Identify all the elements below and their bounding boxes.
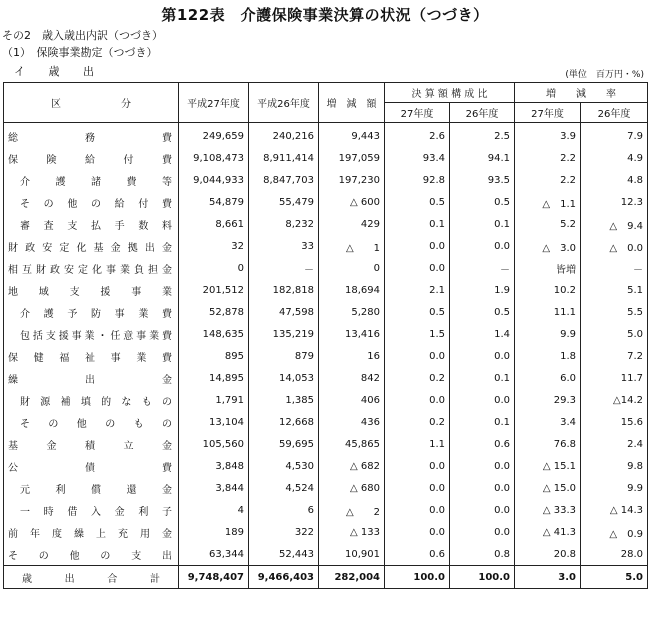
- table-row: [4, 433, 648, 455]
- cell-c27: 1.1: [385, 433, 450, 455]
- row-label: 一時借入金利子: [4, 499, 179, 521]
- cell-c27: 0.0: [385, 499, 450, 521]
- cell-change: △ 133: [319, 521, 385, 543]
- cell-change: △ 600: [319, 191, 385, 213]
- cell-h27: 54,879: [179, 191, 249, 213]
- expenditure-table: [3, 82, 648, 589]
- cell-change: △ 682: [319, 455, 385, 477]
- cell-h27: 8,661: [179, 213, 249, 235]
- cell-c27: 2.1: [385, 279, 450, 301]
- cell-c26: 0.0: [450, 389, 515, 411]
- row-label: 繰出金: [4, 367, 179, 389]
- row-label: その他の給付費: [4, 191, 179, 213]
- row-label: 元利償還金: [4, 477, 179, 499]
- row-label: 総務費: [4, 123, 179, 148]
- cell-r26: 5.1: [581, 279, 648, 301]
- cell-c27: 0.0: [385, 235, 450, 257]
- cell-h26: 8,847,703: [249, 169, 319, 191]
- cell-c27: 92.8: [385, 169, 450, 191]
- total-row: [4, 566, 648, 589]
- cell-change: 429: [319, 213, 385, 235]
- cell-c27: 0.0: [385, 521, 450, 543]
- cell-c26: 2.5: [450, 123, 515, 148]
- cell-r27: △ 15.0: [515, 477, 581, 499]
- cell-c26: 0.0: [450, 235, 515, 257]
- cell-change: 18,694: [319, 279, 385, 301]
- table-row: [4, 169, 648, 191]
- row-label: 審査支払手数料: [4, 213, 179, 235]
- table-row: [4, 477, 648, 499]
- cell-c26: －: [450, 257, 515, 279]
- table-row: [4, 455, 648, 477]
- cell-r26: △ 0.9: [581, 521, 648, 543]
- cell-h26: －: [249, 257, 319, 279]
- cell-c26: 0.5: [450, 301, 515, 323]
- section-label: イ 歳 出: [14, 65, 104, 78]
- cell-r27: 10.2: [515, 279, 581, 301]
- row-label: 保健福祉事業費: [4, 345, 179, 367]
- cell-h27: 3,848: [179, 455, 249, 477]
- cell-change: △ 1: [319, 235, 385, 257]
- cell-r26: 4.9: [581, 147, 648, 169]
- cell-change: 0: [319, 257, 385, 279]
- cell-h26: 4,530: [249, 455, 319, 477]
- header-h26: 平成26年度: [249, 83, 319, 123]
- cell-r26: 9.8: [581, 455, 648, 477]
- row-label: 公債費: [4, 455, 179, 477]
- cell-c26: 1.4: [450, 323, 515, 345]
- table-row: [4, 499, 648, 521]
- cell-r26: △14.2: [581, 389, 648, 411]
- cell-c26: 94.1: [450, 147, 515, 169]
- cell-r26: 5.5: [581, 301, 648, 323]
- total-c26: 100.0: [450, 566, 515, 589]
- table-row: [4, 123, 648, 148]
- row-label: 介護予防事業費: [4, 301, 179, 323]
- cell-c26: 0.8: [450, 543, 515, 566]
- cell-r26: 15.6: [581, 411, 648, 433]
- cell-c26: 0.1: [450, 213, 515, 235]
- table-row: [4, 389, 648, 411]
- table-row: [4, 301, 648, 323]
- cell-h27: 52,878: [179, 301, 249, 323]
- table-body: [4, 123, 648, 589]
- cell-c26: 0.1: [450, 367, 515, 389]
- cell-h27: 4: [179, 499, 249, 521]
- unit-note: (単位 百万円・%): [565, 70, 644, 80]
- row-label: その他のもの: [4, 411, 179, 433]
- cell-r27: 2.2: [515, 147, 581, 169]
- total-c27: 100.0: [385, 566, 450, 589]
- cell-c26: 0.0: [450, 345, 515, 367]
- cell-c26: 0.5: [450, 191, 515, 213]
- cell-h26: 240,216: [249, 123, 319, 148]
- cell-r27: 6.0: [515, 367, 581, 389]
- cell-r26: 5.0: [581, 323, 648, 345]
- cell-h27: 9,044,933: [179, 169, 249, 191]
- total-r27: 3.0: [515, 566, 581, 589]
- cell-c27: 0.0: [385, 257, 450, 279]
- row-label: 介護諸費等: [4, 169, 179, 191]
- cell-r26: 7.9: [581, 123, 648, 148]
- table-row: [4, 367, 648, 389]
- cell-change: 5,280: [319, 301, 385, 323]
- cell-change: 197,059: [319, 147, 385, 169]
- row-label: 基金積立金: [4, 433, 179, 455]
- cell-h27: 249,659: [179, 123, 249, 148]
- cell-change: △ 680: [319, 477, 385, 499]
- header-rate-27: 27年度: [515, 103, 581, 123]
- header-comp-27: 27年度: [385, 103, 450, 123]
- row-label: 保険給付費: [4, 147, 179, 169]
- cell-r27: 2.2: [515, 169, 581, 191]
- cell-c27: 0.0: [385, 389, 450, 411]
- total-label: 歳出合計: [4, 566, 179, 589]
- cell-h27: 13,104: [179, 411, 249, 433]
- cell-r27: △ 3.0: [515, 235, 581, 257]
- cell-change: 10,901: [319, 543, 385, 566]
- cell-change: 436: [319, 411, 385, 433]
- cell-c27: 93.4: [385, 147, 450, 169]
- cell-c27: 2.6: [385, 123, 450, 148]
- cell-change: 13,416: [319, 323, 385, 345]
- cell-c27: 0.6: [385, 543, 450, 566]
- cell-c27: 1.5: [385, 323, 450, 345]
- cell-h27: 105,560: [179, 433, 249, 455]
- cell-h26: 322: [249, 521, 319, 543]
- subtitle-section: その2 歳入歳出内訳（つづき）: [2, 29, 163, 42]
- table-header: [4, 83, 648, 123]
- cell-r26: △ 0.0: [581, 235, 648, 257]
- header-h27: 平成27年度: [179, 83, 249, 123]
- row-label: 相互財政安定化事業負担金: [4, 257, 179, 279]
- cell-r27: 11.1: [515, 301, 581, 323]
- table-row: [4, 345, 648, 367]
- cell-change: △ 2: [319, 499, 385, 521]
- subtitle-subsection: （1） 保険事業勘定（つづき）: [2, 46, 158, 59]
- cell-c27: 0.2: [385, 367, 450, 389]
- cell-h27: 0: [179, 257, 249, 279]
- cell-r27: 76.8: [515, 433, 581, 455]
- cell-r27: △ 41.3: [515, 521, 581, 543]
- cell-h26: 14,053: [249, 367, 319, 389]
- total-h27: 9,748,407: [179, 566, 249, 589]
- total-r26: 5.0: [581, 566, 648, 589]
- cell-change: 9,443: [319, 123, 385, 148]
- header-composition: 決 算 額 構 成 比: [385, 83, 515, 103]
- total-change: 282,004: [319, 566, 385, 589]
- table-row: [4, 411, 648, 433]
- cell-h26: 12,668: [249, 411, 319, 433]
- page-title: 第122表 介護保険事業決算の状況（つづき）: [161, 6, 489, 24]
- cell-c26: 0.0: [450, 477, 515, 499]
- header-rate-26: 26年度: [581, 103, 648, 123]
- cell-r26: △ 14.3: [581, 499, 648, 521]
- cell-r27: 29.3: [515, 389, 581, 411]
- header-rate: 増 減 率: [515, 83, 648, 103]
- cell-h26: 55,479: [249, 191, 319, 213]
- cell-c26: 1.9: [450, 279, 515, 301]
- cell-r27: 5.2: [515, 213, 581, 235]
- table-row: [4, 213, 648, 235]
- cell-h26: 47,598: [249, 301, 319, 323]
- cell-change: 842: [319, 367, 385, 389]
- cell-h27: 189: [179, 521, 249, 543]
- cell-c26: 0.0: [450, 499, 515, 521]
- cell-r26: 7.2: [581, 345, 648, 367]
- cell-h26: 182,818: [249, 279, 319, 301]
- cell-c26: 0.6: [450, 433, 515, 455]
- total-h26: 9,466,403: [249, 566, 319, 589]
- cell-h26: 135,219: [249, 323, 319, 345]
- cell-r26: －: [581, 257, 648, 279]
- cell-h26: 1,385: [249, 389, 319, 411]
- cell-h26: 33: [249, 235, 319, 257]
- row-label: 包括支援事業・任意事業費: [4, 323, 179, 345]
- header-category: 区 分: [4, 83, 179, 123]
- cell-r27: 3.9: [515, 123, 581, 148]
- cell-r27: 3.4: [515, 411, 581, 433]
- table-row: [4, 147, 648, 169]
- table-row: [4, 521, 648, 543]
- table-row: [4, 191, 648, 213]
- cell-r26: 2.4: [581, 433, 648, 455]
- cell-h26: 8,911,414: [249, 147, 319, 169]
- cell-r27: 20.8: [515, 543, 581, 566]
- row-label: 財源補填的なもの: [4, 389, 179, 411]
- row-label: 財政安定化基金拠出金: [4, 235, 179, 257]
- cell-change: 197,230: [319, 169, 385, 191]
- row-label: その他の支出: [4, 543, 179, 566]
- cell-h26: 59,695: [249, 433, 319, 455]
- cell-r26: △ 9.4: [581, 213, 648, 235]
- cell-h26: 6: [249, 499, 319, 521]
- cell-c27: 0.5: [385, 191, 450, 213]
- cell-h27: 9,108,473: [179, 147, 249, 169]
- cell-r26: 12.3: [581, 191, 648, 213]
- cell-h26: 52,443: [249, 543, 319, 566]
- cell-change: 16: [319, 345, 385, 367]
- table-row: [4, 235, 648, 257]
- cell-h27: 32: [179, 235, 249, 257]
- cell-h27: 63,344: [179, 543, 249, 566]
- cell-c27: 0.0: [385, 345, 450, 367]
- table-row: [4, 543, 648, 566]
- cell-c26: 0.1: [450, 411, 515, 433]
- cell-c26: 93.5: [450, 169, 515, 191]
- table-row: [4, 257, 648, 279]
- cell-r27: △ 15.1: [515, 455, 581, 477]
- cell-r26: 28.0: [581, 543, 648, 566]
- cell-h27: 201,512: [179, 279, 249, 301]
- header-change: 増 減 額: [319, 83, 385, 123]
- cell-r27: 9.9: [515, 323, 581, 345]
- cell-h27: 148,635: [179, 323, 249, 345]
- cell-r26: 4.8: [581, 169, 648, 191]
- cell-r26: 9.9: [581, 477, 648, 499]
- header-comp-26: 26年度: [450, 103, 515, 123]
- cell-h27: 1,791: [179, 389, 249, 411]
- cell-h26: 8,232: [249, 213, 319, 235]
- cell-c27: 0.2: [385, 411, 450, 433]
- cell-h27: 895: [179, 345, 249, 367]
- cell-change: 45,865: [319, 433, 385, 455]
- row-label: 前年度繰上充用金: [4, 521, 179, 543]
- table-row: [4, 323, 648, 345]
- cell-c26: 0.0: [450, 521, 515, 543]
- cell-h27: 14,895: [179, 367, 249, 389]
- cell-c27: 0.5: [385, 301, 450, 323]
- cell-change: 406: [319, 389, 385, 411]
- cell-r27: △ 1.1: [515, 191, 581, 213]
- cell-c27: 0.0: [385, 477, 450, 499]
- cell-r27: △ 33.3: [515, 499, 581, 521]
- cell-r27: 1.8: [515, 345, 581, 367]
- cell-c27: 0.0: [385, 455, 450, 477]
- cell-r27: 皆増: [515, 257, 581, 279]
- table-row: [4, 279, 648, 301]
- cell-h26: 879: [249, 345, 319, 367]
- row-label: 地域支援事業: [4, 279, 179, 301]
- cell-h27: 3,844: [179, 477, 249, 499]
- cell-r26: 11.7: [581, 367, 648, 389]
- cell-h26: 4,524: [249, 477, 319, 499]
- cell-c26: 0.0: [450, 455, 515, 477]
- cell-c27: 0.1: [385, 213, 450, 235]
